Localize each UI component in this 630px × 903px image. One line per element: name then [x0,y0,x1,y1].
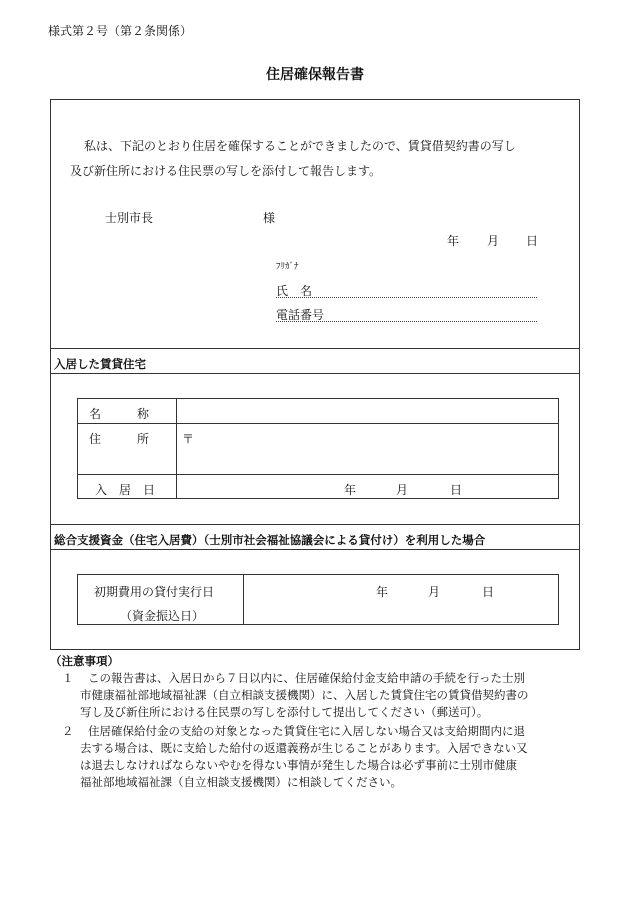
note-2-line-4: 福祉部地域福祉課（自立相談支援機関）に相談してください。 [80,775,402,789]
report-date-day: 日 [526,234,539,248]
move-in-year: 年 [344,483,357,497]
loan-date-year: 年 [376,585,389,599]
note-2-line-2: 去する場合は、既に支給した給付の返還義務が生じることがあります。入居できない又 [80,741,528,755]
honorific: 様 [263,211,276,225]
divider [50,348,580,349]
note-2-line-3: は退去しなければならないやむを得ない事情が発生した場合は必ず事前に士別市健康 [80,758,517,772]
divider [50,549,580,550]
postal-mark: 〒 [182,432,195,446]
form-frame [50,99,580,650]
note-number: １ [62,671,74,685]
form-number: 様式第２号（第２条関係） [48,24,193,38]
intro-line-1: 私は、下記のとおり住居を確保することができましたので、賃貸借契約書の写し [84,139,516,153]
note-1-line-2: 市健康福祉部地域福祉課（自立相談支援機関）に、入居した賃貸住宅の賃貸借契約書の [80,688,529,702]
loan-section-heading: 総合支援資金（住宅入居費）（士別市社会福祉協議会による貸付け）を利用した場合 [54,533,486,547]
divider [50,524,580,525]
rental-table-divider [176,398,177,499]
applicant-name-label: 氏 名 [276,284,313,298]
divider [50,373,580,374]
note-1-line-3: 写し及び新住所における住民票の写しを添付して提出してください（郵送可）。 [80,705,489,719]
loan-date-month: 月 [428,585,441,599]
furigana-label: ﾌﾘｶﾞﾅ [276,262,299,272]
note-2-line-1: 住居確保給付金の支給の対象となった賃貸住宅に入居しない場合又は支給期間内に退 [88,724,525,738]
notes-heading: （注意事項） [50,654,119,668]
name-underline [276,297,537,298]
rental-table-row-line [77,423,559,424]
note-number: ２ [62,724,74,738]
loan-date-label-line-2: （資金振込日） [120,609,205,623]
loan-table-divider [243,574,244,625]
move-in-month: 月 [396,483,409,497]
rental-table-row-line [77,474,559,475]
rental-address-label: 住 所 [89,432,150,446]
page-title: 住居確保報告書 [266,67,364,83]
note-1-line-1: この報告書は、入居日から７日以内に、住居確保給付金支給申請の手続を行った士別 [88,671,525,685]
phone-underline [276,321,537,322]
phone-label: 電話番号 [276,308,325,322]
report-date-year: 年 [447,234,460,248]
loan-date-label-line-1: 初期費用の貸付実行日 [94,585,215,599]
loan-date-day: 日 [482,585,495,599]
report-date-month: 月 [487,234,500,248]
move-in-date-label: 入 居 日 [95,483,156,497]
move-in-day: 日 [450,483,463,497]
rental-section-heading: 入居した賃貸住宅 [54,357,146,371]
intro-line-2: 及び新住所における住民票の写しを添付して報告します。 [70,164,382,178]
rental-name-label: 名 称 [89,407,150,421]
addressee: 士別市長 [105,211,154,225]
